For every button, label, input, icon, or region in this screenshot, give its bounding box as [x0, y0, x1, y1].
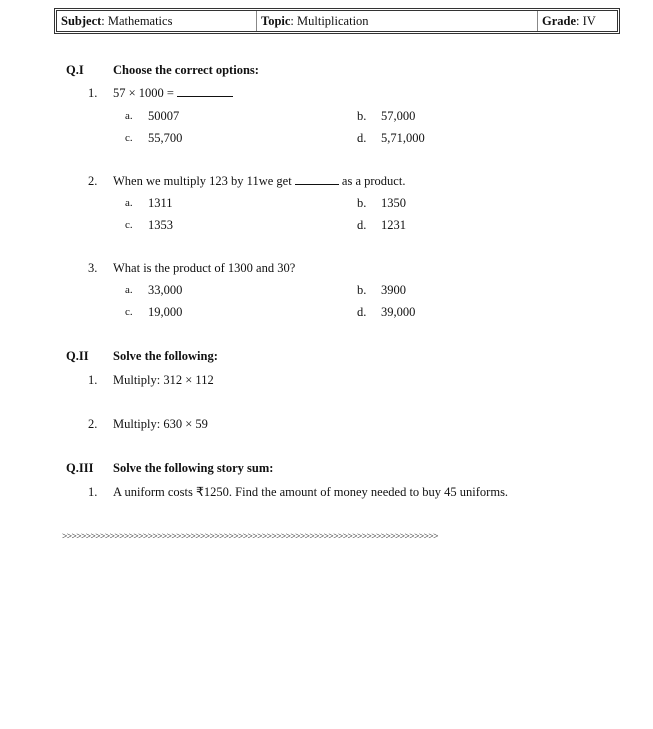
option-value: 19,000 — [148, 305, 183, 319]
q1-item2-question-end: as a product. — [341, 174, 406, 188]
option-label: d. — [357, 305, 367, 319]
option-value: 1353 — [148, 218, 173, 232]
option-value: 50007 — [148, 109, 180, 123]
option-value: 1231 — [381, 218, 406, 232]
q1-item1-number: 1. — [88, 86, 98, 100]
option-value: 1350 — [381, 196, 406, 210]
topic-cell — [257, 11, 538, 31]
grade-value: : IV — [576, 14, 596, 28]
option-value: 5,71,000 — [381, 131, 425, 145]
option-value: 3900 — [381, 283, 406, 297]
option-label: a. — [125, 110, 133, 122]
q2-item2-number: 2. — [88, 417, 98, 431]
answer-blank — [295, 174, 339, 185]
q1-item2-question: When we multiply 123 by 11we get — [113, 174, 292, 188]
subject-label: Subject — [61, 14, 102, 28]
header-table — [54, 8, 620, 34]
q1-item3-number: 3. — [88, 261, 98, 275]
q2-item2-text: Multiply: 630 × 59 — [113, 417, 208, 431]
q1-item1-question: 57 × 1000 = — [113, 86, 174, 100]
q3-number: Q.III — [66, 461, 94, 475]
q3-title: Solve the following story sum: — [113, 461, 274, 475]
q2-title: Solve the following: — [113, 349, 218, 363]
option-label: d. — [357, 131, 367, 145]
grade-cell — [538, 11, 617, 31]
q1-item2-number: 2. — [88, 174, 98, 188]
option-value: 1311 — [148, 196, 173, 210]
topic-label: Topic — [261, 14, 291, 28]
q1-title: Choose the correct options: — [113, 63, 259, 77]
option-label: b. — [357, 196, 367, 210]
subject-value: : Mathematics — [101, 14, 173, 28]
answer-blank — [177, 86, 233, 97]
q1-item1-text — [113, 86, 233, 100]
q1-number: Q.I — [66, 63, 84, 77]
option-label: d. — [357, 218, 367, 232]
option-label: c. — [125, 132, 133, 144]
q2-number: Q.II — [66, 349, 89, 363]
grade-label: Grade — [542, 14, 577, 28]
topic-value: : Multiplication — [290, 14, 369, 28]
option-value: 33,000 — [148, 283, 183, 297]
q3-item1-text: A uniform costs ₹1250. Find the amount of money needed to buy 45 uniforms. — [113, 485, 509, 499]
q2-item1-number: 1. — [88, 373, 98, 387]
option-value: 57,000 — [381, 109, 416, 123]
divider-arrows: >>>>>>>>>>>>>>>>>>>>>>>>>>>>>>>>>>>>>>>>>>>>>>>>>>>>>>>>>>>>>>>>>>>>>>>>>>>>>>> — [62, 532, 438, 542]
subject-cell — [57, 11, 257, 31]
option-label: a. — [125, 197, 133, 209]
option-label: b. — [357, 283, 367, 297]
q1-item2-text — [113, 174, 405, 188]
option-label: b. — [357, 109, 367, 123]
option-value: 39,000 — [381, 305, 416, 319]
option-label: a. — [125, 284, 133, 296]
q1-item3-text: What is the product of 1300 and 30? — [113, 261, 296, 275]
option-label: c. — [125, 306, 133, 318]
q3-item1-number: 1. — [88, 485, 98, 499]
option-label: c. — [125, 219, 133, 231]
q2-item1-text: Multiply: 312 × 112 — [113, 373, 214, 387]
option-value: 55,700 — [148, 131, 183, 145]
